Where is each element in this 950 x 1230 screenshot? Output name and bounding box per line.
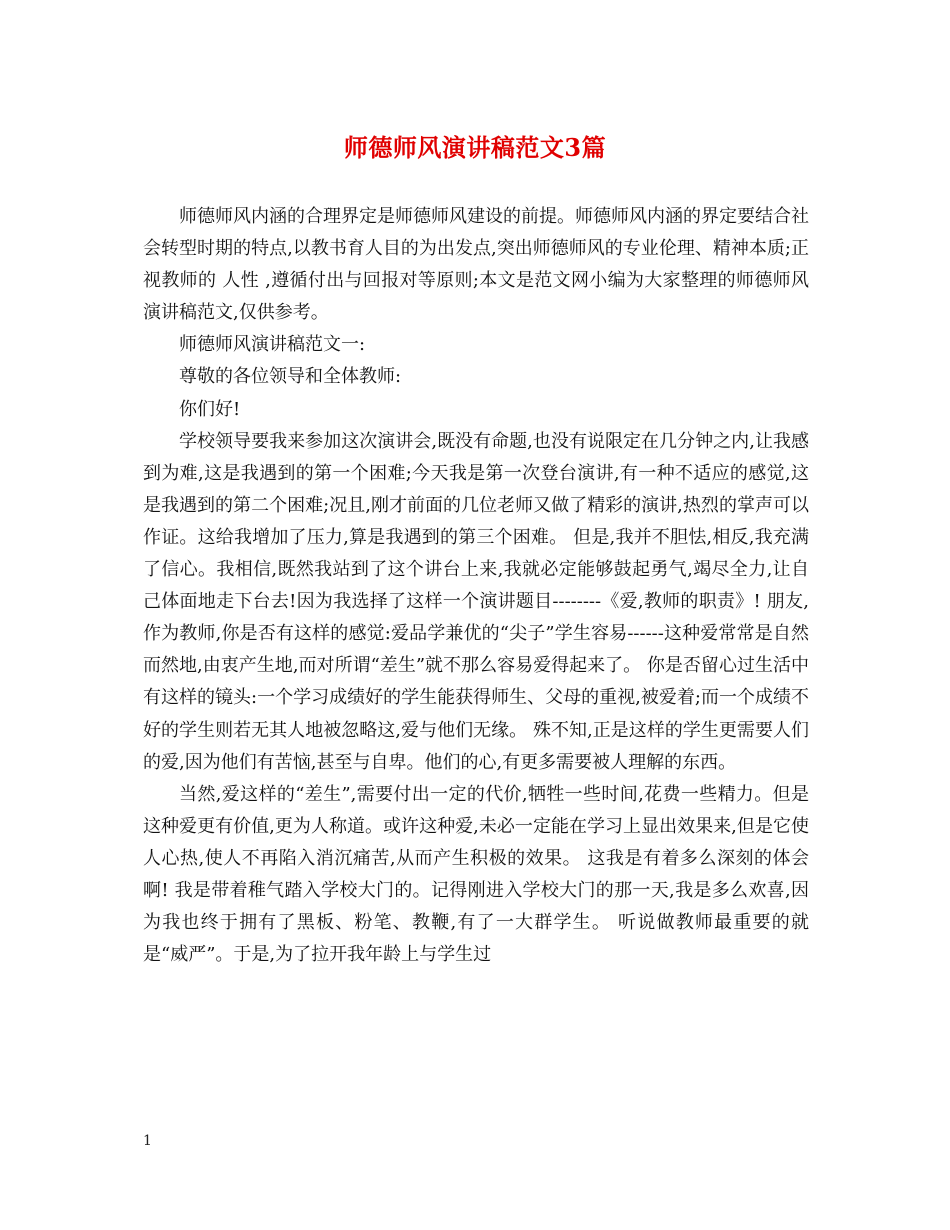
- salutation: 尊敬的各位领导和全体教师:: [179, 366, 402, 388]
- document-body: [143, 201, 809, 971]
- page-number: 1: [143, 1133, 152, 1149]
- body-paragraph: 学校领导要我来参加这次演讲会,既没有命题,也没有说限定在几分钟之内,让我感到为难,这是我遇到的第一个困难;今天我是第一次登台演讲,有一种不适应的感觉,这是我遇到的第二个困难;况且,刚才前面的几位老师又做了精彩的演讲,热烈的掌声可以作证。这给我增加了压力,算是我遇到的第三个困难。 但是,我并不胆怯,相反,我充满了信心。我相信,既然我站到了这个讲台上来,我就必定能够鼓起勇气,竭尽全力,让自己体面地走下台去!因为我选择了这样一个演讲题目--------《爱,教师的职责》! 朋友,作为教师,你是否有这样的感觉:爱品学兼优的“尖子”学生容易------这种爱常常是自然而然地,由衷产生地,而对所谓“差生”就不那么容易爱得起来了。 你是否留心过生活中有这样的镜头:一个学习成绩好的学生能获得师生、父母的重视,被爱着;而一个成绩不好的学生则若无其人地被忽略这,爱与他们无缘。 殊不知,正是这样的学生更需要人们的爱,因为他们有苦恼,甚至与自卑。他们的心,有更多需要被人理解的东西。: [143, 430, 809, 773]
- body-paragraph: 当然,爱这样的“差生”,需要付出一定的代价,牺牲一些时间,花费一些精力。但是这种爱更有价值,更为人称道。或许这种爱,未必一定能在学习上显出效果来,但是它使人心热,使人不再陷入消沉痛苦,从而产生积极的效果。 这我是有着多么深刻的体会啊! 我是带着稚气踏入学校大门的。记得刚进入学校大门的那一天,我是多么欢喜,因为我也终于拥有了黑板、粉笔、教鞭,有了一大群学生。 听说做教师最重要的就是“威严”。于是,为了拉开我年龄上与学生过: [143, 783, 809, 966]
- intro-paragraph: 师德师风内涵的合理界定是师德师风建设的前提。师德师风内涵的界定要结合社会转型时期的特点,以教书育人目的为出发点,突出师德师风的专业伦理、精神本质;正视教师的 人性 ,遵循付出与回报对等原则;本文是范文网小编为大家整理的师德师风演讲稿范文,仅供参考。: [143, 206, 809, 324]
- greeting: 你们好!: [179, 398, 241, 420]
- document-title: 师德师风演讲稿范文3篇: [343, 133, 607, 162]
- section-heading: 师德师风演讲稿范文一:: [179, 334, 366, 356]
